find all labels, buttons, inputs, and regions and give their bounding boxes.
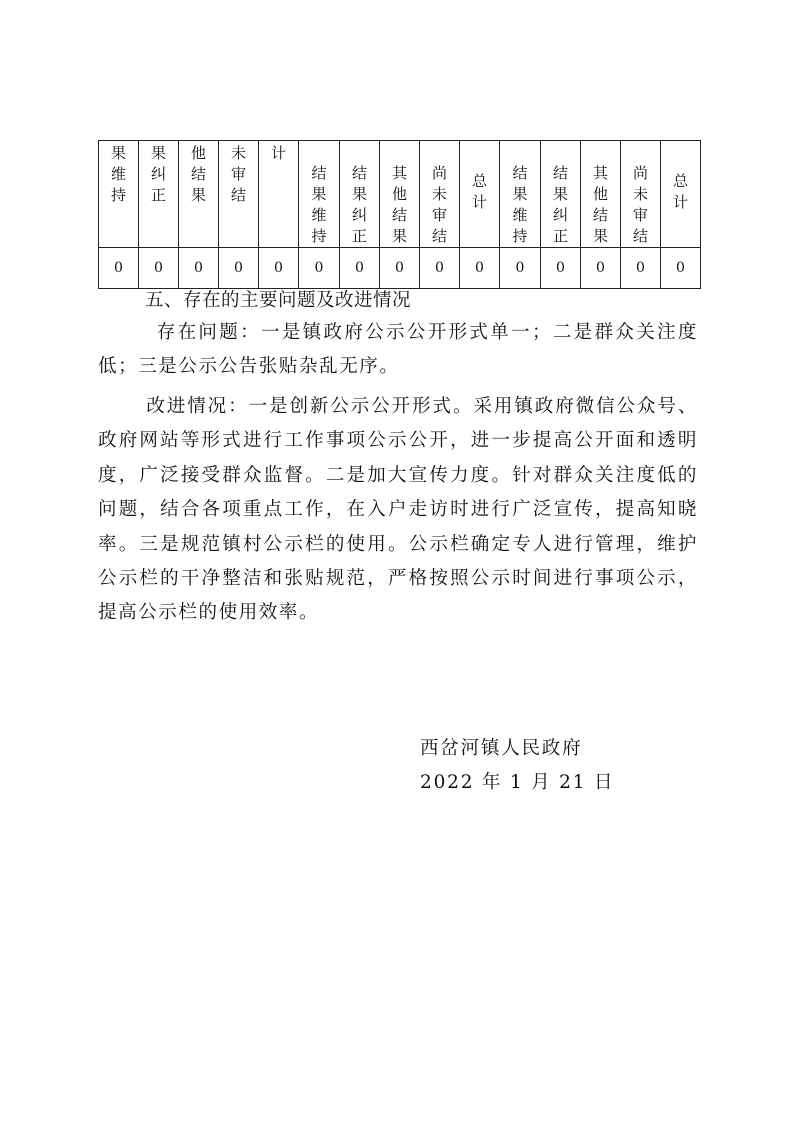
table-header-cell: 总计 xyxy=(460,141,500,248)
problems-label: 存在问题： xyxy=(156,322,261,343)
table-cell: 0 xyxy=(219,248,259,289)
table-header-row xyxy=(99,141,701,248)
signature-date: 2022 年 1 月 21 日 xyxy=(420,772,615,793)
improve-lead-2: 二是 xyxy=(325,464,368,486)
table-cell: 0 xyxy=(500,248,541,289)
improve-text-2: 加大宣传力度。针对群众关注度低的问题，结合各项重点工作，在入户走访时进行广泛宣传，提高知晓率。 xyxy=(98,464,698,555)
table-cell: 0 xyxy=(99,248,139,289)
table-header-cell: 他结果 xyxy=(179,141,219,248)
table-cell: 0 xyxy=(340,248,380,289)
table-header-cell: 结果维持 xyxy=(299,141,340,248)
table-header-cell: 果维持 xyxy=(99,141,139,248)
table-header-cell: 其他结果 xyxy=(380,141,420,248)
table-header-cell: 果纠正 xyxy=(139,141,179,248)
table-cell: 0 xyxy=(621,248,661,289)
signature-org: 西岔河镇人民政府 xyxy=(420,738,583,759)
improvements-paragraph xyxy=(98,390,698,631)
table-header-cell: 结果纠正 xyxy=(340,141,380,248)
improve-lead-1: 一是 xyxy=(248,396,290,417)
problems-lead-2: 二是 xyxy=(552,322,595,343)
statistics-table xyxy=(98,140,701,289)
table-row xyxy=(99,248,701,289)
problems-text-1: 镇政府公示公开形式单一； xyxy=(302,322,553,343)
table-cell: 0 xyxy=(299,248,340,289)
table-header-cell: 结果维持 xyxy=(500,141,541,248)
table-cell: 0 xyxy=(139,248,179,289)
problems-text-2: 群众关注度低； xyxy=(98,322,698,378)
table-cell: 0 xyxy=(460,248,500,289)
table-header-cell: 尚未审结 xyxy=(420,141,460,248)
table-cell: 0 xyxy=(179,248,219,289)
table-header-cell: 计 xyxy=(259,141,299,248)
table-cell: 0 xyxy=(661,248,701,289)
table-cell: 0 xyxy=(380,248,420,289)
problems-lead-3: 三是 xyxy=(138,356,179,378)
table-cell: 0 xyxy=(259,248,299,289)
table-header-cell: 结果纠正 xyxy=(541,141,581,248)
improve-lead-3: 三是 xyxy=(139,533,181,555)
table-header-cell: 其他结果 xyxy=(581,141,621,248)
problems-lead-1: 一是 xyxy=(260,322,303,343)
section-heading: 五、存在的主要问题及改进情况 xyxy=(145,290,412,311)
improve-label: 改进情况： xyxy=(146,396,249,417)
problems-text-3: 公示公告张贴杂乱无序。 xyxy=(178,356,400,378)
table-cell: 0 xyxy=(541,248,581,289)
table-header-cell: 总计 xyxy=(661,141,701,248)
table-cell: 0 xyxy=(581,248,621,289)
problems-paragraph xyxy=(98,316,698,385)
table-cell: 0 xyxy=(420,248,460,289)
table-header-cell: 尚未审结 xyxy=(621,141,661,248)
improve-text-3: 规范镇村公示栏的使用。公示栏确定专人进行管理，维护公示栏的干净整洁和张贴规范，严格按照公示时间进行事项公示，提高公示栏的使用效率。 xyxy=(98,533,698,624)
table-header-cell: 未审结 xyxy=(219,141,259,248)
improve-text-1: 创新公示公开形式。采用镇政府微信公众号、政府网站等形式进行工作事项公示公开，进一步提高公开面和透明度，广泛接受群众监督。 xyxy=(98,396,698,486)
